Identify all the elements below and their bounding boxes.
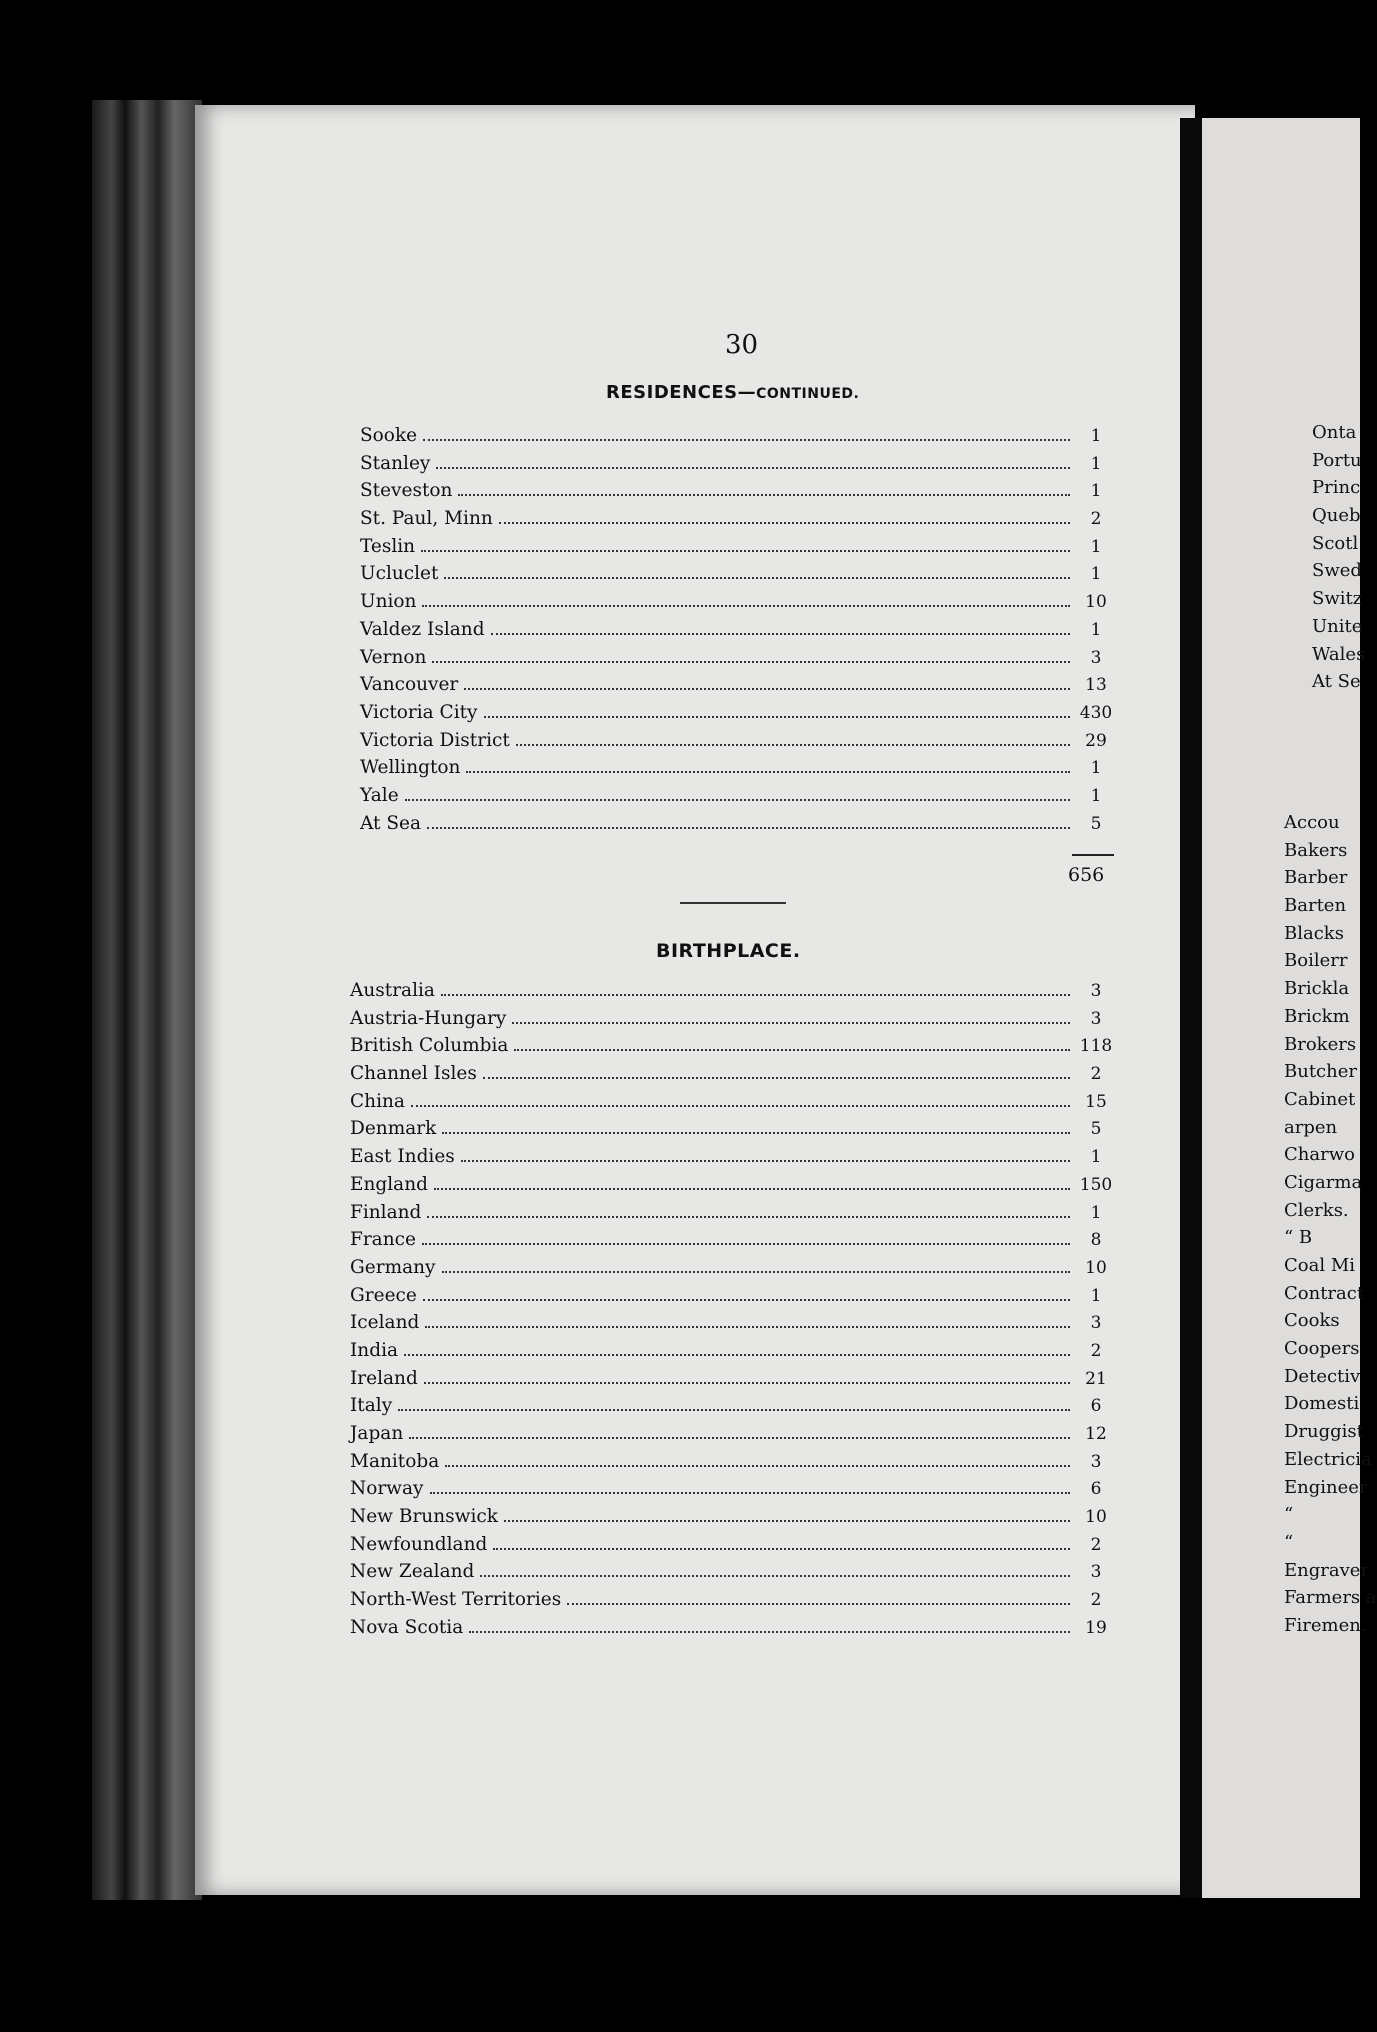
count-value: 10 [1085,1507,1107,1528]
place-name: Newfoundland [350,1533,488,1555]
residences-list [360,425,1116,840]
count-value: 5 [1090,813,1102,834]
list-item: Barber [1284,867,1348,889]
place-name: Vancouver [360,674,459,696]
table-row [350,1229,1116,1257]
dot-leader [469,1630,1070,1633]
count-value: 1 [1090,481,1102,502]
list-item: Detectiv [1284,1365,1361,1387]
table-row [350,1451,1116,1479]
dot-leader [458,493,1070,496]
place-name: Ucluclet [360,563,439,585]
list-item: Engineer [1284,1476,1368,1498]
table-row [350,1063,1116,1091]
dot-leader [430,1491,1071,1494]
count-value: 12 [1085,1424,1107,1444]
place-name: North-West Territories [350,1589,562,1611]
list-item: Swed [1312,560,1362,582]
count-value: 8 [1090,1230,1102,1251]
count-value: 118 [1079,1036,1113,1057]
count-value: 1 [1090,453,1102,474]
page-gutter [1180,118,1202,1898]
table-row [360,702,1116,730]
place-name: Germany [350,1256,436,1278]
table-row [360,591,1116,619]
dot-leader [405,798,1070,801]
place-name: Australia [350,980,435,1001]
table-row [350,1534,1116,1562]
count-value: 1 [1090,1285,1102,1306]
place-name: New Zealand [350,1561,475,1583]
residences-total: 656 [1068,864,1105,886]
place-name: Stanley [360,452,431,474]
count-value: 1 [1090,758,1102,779]
section-divider [680,902,786,904]
dot-leader [422,604,1070,607]
dot-leader [504,1519,1070,1522]
count-value: 29 [1085,730,1107,751]
count-value: 3 [1090,1451,1102,1472]
place-name: Norway [350,1478,424,1500]
place-name: Wellington [360,757,461,779]
dot-leader [445,1464,1070,1467]
place-name: Denmark [350,1118,437,1140]
table-row [350,1118,1116,1146]
count-value: 1 [1090,619,1102,640]
list-item: Farmers a [1284,1587,1377,1609]
table-row [350,1423,1116,1451]
list-item: Blacks [1284,922,1344,944]
list-item: Princ [1312,477,1361,499]
place-name: Italy [350,1395,393,1417]
table-row [350,1257,1116,1285]
table-row [360,563,1116,591]
dot-leader [567,1602,1070,1605]
table-row [360,425,1116,453]
count-value: 13 [1085,675,1107,696]
table-row [350,1340,1116,1368]
dot-leader [424,1381,1070,1384]
dot-leader [442,1131,1070,1134]
birthplace-list [350,980,1116,1645]
place-name: Vernon [360,646,427,668]
table-row [350,1368,1116,1396]
table-row [350,1035,1116,1063]
count-value: 6 [1090,1396,1102,1417]
table-row [350,1174,1116,1202]
table-row [360,757,1116,785]
residences-heading-continued: CONTINUED. [756,386,860,402]
table-row [350,1589,1116,1617]
table-row [360,813,1116,841]
list-item: Engraver [1284,1559,1370,1581]
list-item: Switz [1312,588,1363,610]
list-item: “ B [1284,1227,1313,1249]
list-item: “ [1284,1504,1294,1526]
table-row [360,480,1116,508]
place-name: Manitoba [350,1450,440,1472]
place-name: China [350,1090,405,1112]
list-item: Queb [1312,505,1361,527]
dot-leader [483,1076,1070,1079]
count-value: 3 [1090,1008,1102,1029]
count-value: 3 [1090,647,1102,668]
dot-leader [409,1436,1070,1439]
count-value: 19 [1085,1617,1107,1638]
dot-leader [398,1408,1070,1411]
dot-leader [466,770,1070,773]
list-item: Onta [1312,422,1357,443]
list-item: Barten [1284,895,1347,917]
book-spine [92,100,202,1900]
place-name: Greece [350,1284,417,1306]
table-row [360,508,1116,536]
place-name: British Columbia [350,1035,509,1057]
dot-leader [423,438,1070,441]
list-item: Portu [1312,449,1362,471]
table-row [360,647,1116,675]
dot-leader [422,1242,1070,1245]
count-value: 6 [1090,1479,1102,1500]
table-row [350,1395,1116,1423]
dot-leader [491,632,1070,635]
table-row [350,980,1116,1008]
dot-leader [484,715,1070,718]
list-item: Cabinet [1284,1088,1356,1110]
count-value: 2 [1090,1340,1102,1361]
table-row [350,1008,1116,1036]
page-number: 30 [725,330,759,360]
table-row [360,536,1116,564]
dot-leader [432,660,1070,663]
count-value: 1 [1090,564,1102,585]
place-name: Channel Isles [350,1063,477,1085]
table-row [350,1285,1116,1313]
next-page-bottom-fragments [1284,812,1377,1643]
place-name: England [350,1173,428,1195]
count-value: 10 [1085,592,1107,613]
dot-leader [423,1298,1070,1301]
count-value: 2 [1090,1534,1102,1555]
list-item: Boilerr [1284,950,1348,972]
table-row [350,1478,1116,1506]
list-item: Coal Mi [1284,1255,1356,1276]
list-item: Cigarma [1284,1171,1363,1193]
place-name: Austria-Hungary [350,1007,507,1029]
count-value: 2 [1090,1064,1102,1085]
place-name: Finland [350,1201,422,1223]
dot-leader [436,466,1070,469]
list-item: Unite [1312,615,1363,637]
dot-leader [512,1021,1070,1024]
count-value: 1 [1090,536,1102,557]
count-value: 15 [1085,1091,1107,1112]
count-value: 1 [1090,1202,1102,1223]
list-item: Wales [1312,643,1366,665]
dot-leader [464,687,1070,690]
dot-leader [404,1353,1070,1356]
place-name: Victoria District [360,729,510,751]
next-page-top-fragments [1312,422,1365,699]
place-name: Iceland [350,1312,420,1334]
list-item: arpen [1284,1116,1338,1138]
list-item: Brokers [1284,1033,1357,1055]
place-name: Yale [360,784,399,806]
dot-leader [427,826,1070,829]
count-value: 2 [1090,509,1102,530]
dot-leader [499,521,1070,524]
list-item: Cooks [1284,1310,1340,1332]
total-rule [1072,854,1114,856]
residences-heading-main: RESIDENCES [606,382,738,403]
dot-leader [516,743,1070,746]
count-value: 150 [1079,1174,1113,1195]
table-row [350,1506,1116,1534]
list-item: Clerks. [1284,1199,1349,1221]
dot-leader [434,1187,1070,1190]
dot-leader [444,576,1070,579]
count-value: 430 [1079,702,1113,723]
count-value: 10 [1085,1257,1107,1278]
list-item: Coopers [1284,1338,1360,1360]
dot-leader [514,1048,1070,1051]
list-item: Electricia [1284,1448,1372,1470]
list-item: Butcher [1284,1061,1357,1083]
place-name: At Sea [360,812,422,834]
place-name: Steveston [360,480,453,502]
list-item: Druggist [1284,1421,1364,1443]
count-value: 3 [1090,981,1102,1001]
count-value: 2 [1090,1590,1102,1611]
dot-leader [493,1547,1070,1550]
place-name: Ireland [350,1367,418,1389]
birthplace-heading: BIRTHPLACE. [656,940,801,962]
count-value: 1 [1090,785,1102,806]
list-item: Firemen. [1284,1614,1367,1636]
table-row [350,1091,1116,1119]
residences-heading [606,382,859,403]
table-row [360,619,1116,647]
list-item: Bakers [1284,839,1348,861]
dot-leader [421,549,1070,552]
residences-heading-separator: — [737,382,757,403]
dot-leader [461,1159,1070,1162]
list-item: Brickm [1284,1005,1350,1027]
table-row [360,453,1116,481]
dot-leader [480,1574,1070,1577]
list-item: “ [1284,1531,1294,1553]
place-name: India [350,1339,399,1361]
place-name: East Indies [350,1146,455,1168]
place-name: Teslin [360,535,416,557]
place-name: Valdez Island [360,618,485,640]
count-value: 3 [1090,1313,1102,1334]
place-name: Japan [350,1423,404,1444]
dot-leader [442,1270,1070,1273]
table-row [360,674,1116,702]
table-row [350,1617,1116,1645]
place-name: Sooke [360,425,418,446]
place-name: St. Paul, Minn [360,508,493,530]
list-item: Contract [1284,1282,1365,1304]
table-row [350,1146,1116,1174]
table-row [360,730,1116,758]
count-value: 3 [1090,1562,1102,1583]
table-row [360,785,1116,813]
place-name: Nova Scotia [350,1616,464,1638]
count-value: 21 [1085,1368,1107,1389]
dot-leader [411,1104,1070,1107]
list-item: Domesti [1284,1393,1360,1415]
place-name: France [350,1229,416,1251]
table-row [350,1312,1116,1340]
list-item: Charwo [1284,1144,1355,1166]
dot-leader [441,993,1070,996]
list-item: At Se [1312,671,1361,693]
count-value: 1 [1090,1147,1102,1168]
place-name: New Brunswick [350,1506,498,1528]
list-item: Brickla [1284,978,1350,1000]
count-value: 1 [1090,426,1102,446]
count-value: 5 [1090,1119,1102,1140]
dot-leader [427,1215,1070,1218]
list-item: Accou [1284,812,1340,833]
table-row [350,1561,1116,1589]
place-name: Union [360,591,417,613]
dot-leader [425,1325,1070,1328]
table-row [350,1202,1116,1230]
list-item: Scotl [1312,532,1359,554]
place-name: Victoria City [360,701,478,723]
